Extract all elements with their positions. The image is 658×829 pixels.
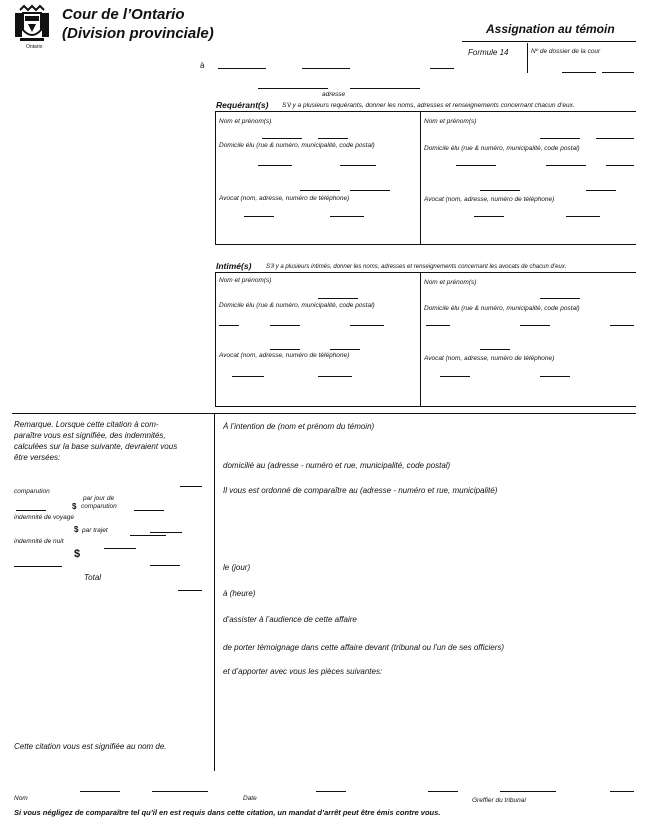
respondent-lawyer-field-1a[interactable]	[232, 376, 264, 377]
applicant-domicile-field-2b[interactable]	[546, 165, 586, 166]
remark-top-field[interactable]	[180, 486, 202, 487]
applicant-name-label-2: Nom et prénom(s)	[424, 118, 477, 125]
night-field-2[interactable]	[14, 566, 62, 567]
respondent-name-label-1: Nom et prénom(s)	[219, 277, 272, 284]
applicant-lawyer-field-2b[interactable]	[566, 216, 600, 217]
applicant-name-field-2a[interactable]	[540, 138, 580, 139]
applicants-title: Requérant(s)	[216, 100, 269, 110]
applicant-name-field-1a[interactable]	[262, 138, 302, 139]
respondent-domicile-label-1: Domicile élu (rue & numéro, municipalité, code postal)	[219, 302, 375, 309]
respondent-lawyer-field-2a[interactable]	[440, 376, 470, 377]
applicants-note: S’il y a plusieurs requérants, donner les noms, adresses et renseignements concernant chacun d’eux.	[282, 102, 575, 109]
applicant-lawyer-label-1: Avocat (nom, adresse, numéro de téléphone)	[219, 195, 350, 202]
applicant-domicile-label-2: Domicile élu (rue & numéro, municipalité, code postal)	[424, 145, 580, 152]
respondent-lawyer-field-2b[interactable]	[540, 376, 570, 377]
lower-section-top-rule	[12, 413, 636, 414]
per-day-label-2: comparution	[81, 503, 117, 510]
ordered-to-appear-label: Il vous est ordonné de comparaître au (adresse - numéro et rue, municipalité)	[223, 486, 498, 495]
respondent-domicile-field-2a[interactable]	[426, 325, 450, 326]
respondent-lawyer-label-2: Avocat (nom, adresse, numéro de téléphone)	[424, 355, 555, 362]
comparution-label: comparution	[14, 488, 50, 495]
applicant-lawyer-label-2: Avocat (nom, adresse, numéro de téléphone)	[424, 196, 555, 203]
respondent-name-field-2[interactable]	[540, 298, 580, 299]
footer-name-field[interactable]	[80, 791, 120, 792]
footer-date-field[interactable]	[316, 791, 346, 792]
attend-hearing-label: d’assister à l’audience de cette affaire	[223, 615, 357, 624]
respondent-lawyer-field-top-2[interactable]	[330, 349, 360, 350]
respondents-title: Intimé(s)	[216, 261, 252, 271]
respondent-domicile-field-2c[interactable]	[610, 325, 634, 326]
footer-date-label: Date	[243, 795, 257, 802]
remark-line-2: paraître vous est signifiée, des indemnités,	[14, 431, 166, 440]
applicant-domicile-field-2a[interactable]	[456, 165, 496, 166]
respondents-left-border	[215, 272, 216, 406]
footer-clerk-field[interactable]	[500, 791, 556, 792]
applicant-name-field-1b[interactable]	[318, 138, 348, 139]
footer-name-label: Nom	[14, 795, 28, 802]
appearance-time-label: à (heure)	[223, 589, 256, 598]
respondent-lawyer-field-top-3[interactable]	[480, 349, 510, 350]
night-amount[interactable]	[150, 565, 180, 566]
comparution-field[interactable]	[16, 510, 46, 511]
travel-dollar: $	[74, 525, 79, 534]
applicant-lawyer-field-top-3[interactable]	[480, 190, 520, 191]
file-number-field-2[interactable]	[602, 72, 634, 73]
respondent-domicile-field-2b[interactable]	[520, 325, 550, 326]
applicants-left-border	[215, 111, 216, 244]
respondent-domicile-field-1b[interactable]	[270, 325, 300, 326]
per-day-label-1: par jour de	[83, 495, 115, 502]
respondents-note: S’il y a plusieurs intimés, donner les noms, adresses et renseignements concernant les avocats de chacun d’eux.	[266, 264, 567, 270]
crest-icon	[12, 4, 52, 44]
total-amount[interactable]	[178, 590, 202, 591]
crest-caption: Ontario	[26, 44, 43, 50]
appearance-day-label: le (jour)	[223, 563, 251, 572]
night-label: indemnité de nuit	[14, 538, 64, 545]
travel-amount[interactable]	[130, 535, 166, 536]
file-number-field[interactable]	[562, 72, 596, 73]
bring-documents-label: et d’apporter avec vous les pièces suivantes:	[223, 667, 383, 676]
location-at: à	[200, 61, 205, 70]
footer-name-field-2[interactable]	[152, 791, 208, 792]
respondent-name-field-1[interactable]	[318, 298, 358, 299]
applicant-lawyer-field-top-2[interactable]	[350, 190, 390, 191]
location-field-2[interactable]	[302, 68, 350, 69]
applicant-lawyer-field-top-4[interactable]	[586, 190, 616, 191]
total-label: Total	[84, 573, 102, 582]
applicants-bottom-rule	[215, 244, 636, 245]
applicant-domicile-label-1: Domicile élu (rue & numéro, municipalité, code postal)	[219, 142, 375, 149]
respondent-domicile-field-1c[interactable]	[350, 325, 384, 326]
court-division: (Division provinciale)	[62, 25, 214, 42]
address-field-2[interactable]	[350, 88, 420, 89]
location-field-3[interactable]	[430, 68, 454, 69]
respondents-divider	[420, 272, 421, 406]
file-box-left	[527, 43, 528, 73]
form-number: Formule 14	[468, 48, 509, 57]
travel-amount-2[interactable]	[150, 532, 182, 533]
remark-line-3: calculées sur la base suivante, devraient vous	[14, 442, 178, 451]
travel-label: indemnité de voyage	[14, 514, 74, 521]
applicant-domicile-field-2c[interactable]	[606, 165, 634, 166]
respondent-domicile-field-1a[interactable]	[219, 325, 239, 326]
applicant-domicile-field-1b[interactable]	[340, 165, 376, 166]
applicant-lawyer-field-top-1[interactable]	[300, 190, 340, 191]
applicant-lawyer-field-2a[interactable]	[474, 216, 504, 217]
document-title: Assignation au témoin	[486, 22, 615, 36]
respondent-domicile-label-2: Domicile élu (rue & numéro, municipalité, code postal)	[424, 305, 580, 312]
applicant-name-field-2b[interactable]	[596, 138, 634, 139]
applicant-domicile-field-1a[interactable]	[258, 165, 292, 166]
comparution-dollar: $	[72, 502, 77, 511]
witness-domicile-label: domicilié au (adresse - numéro et rue, municipalité, code postal)	[223, 461, 451, 470]
remark-line-1: Remarque. Lorsque cette citation à com-	[14, 420, 159, 429]
respondent-lawyer-field-1b[interactable]	[318, 376, 352, 377]
applicants-divider	[420, 111, 421, 244]
served-on-behalf: Cette citation vous est signifiée au nom de.	[14, 742, 167, 751]
address-field-1[interactable]	[258, 88, 328, 89]
applicants-top-rule	[215, 111, 636, 112]
location-field-1[interactable]	[218, 68, 266, 69]
applicant-lawyer-field-1a[interactable]	[244, 216, 274, 217]
per-trip-label: par trajet	[82, 527, 108, 534]
applicant-lawyer-field-1b[interactable]	[330, 216, 364, 217]
respondents-top-rule	[215, 272, 636, 273]
respondent-lawyer-field-top-1[interactable]	[270, 349, 300, 350]
respondents-bottom-rule	[215, 406, 636, 407]
footer-clerk-label: Greffier du tribunal	[472, 797, 526, 804]
title-rule	[462, 41, 636, 42]
lower-section-divider	[214, 413, 215, 771]
testify-label: de porter témoignage dans cette affaire devant (tribunal ou l’un de ses officiers)	[223, 643, 505, 652]
court-name: Cour de l’Ontario	[62, 6, 185, 23]
comparution-amount[interactable]	[134, 510, 164, 511]
footer-clerk-field-2[interactable]	[610, 791, 634, 792]
night-field[interactable]	[104, 548, 136, 549]
address-caption: adresse	[322, 91, 346, 98]
applicant-name-label-1: Nom et prénom(s)	[219, 118, 272, 125]
ontario-crest	[12, 4, 52, 48]
remark-line-4: être versées:	[14, 453, 61, 462]
respondent-name-label-2: Nom et prénom(s)	[424, 279, 477, 286]
witness-name-label: À l’intention de (nom et prénom du témoin)	[223, 422, 375, 431]
respondent-lawyer-label-1: Avocat (nom, adresse, numéro de téléphone)	[219, 352, 350, 359]
file-number-label: Nº de dossier de la cour	[531, 48, 601, 55]
night-dollar: $	[74, 548, 81, 560]
footer-warning: Si vous négligez de comparaître tel qu’il en est requis dans cette citation, un mandat d’arrêt peut être émis contre vous.	[14, 808, 441, 817]
footer-date-field-2[interactable]	[428, 791, 458, 792]
